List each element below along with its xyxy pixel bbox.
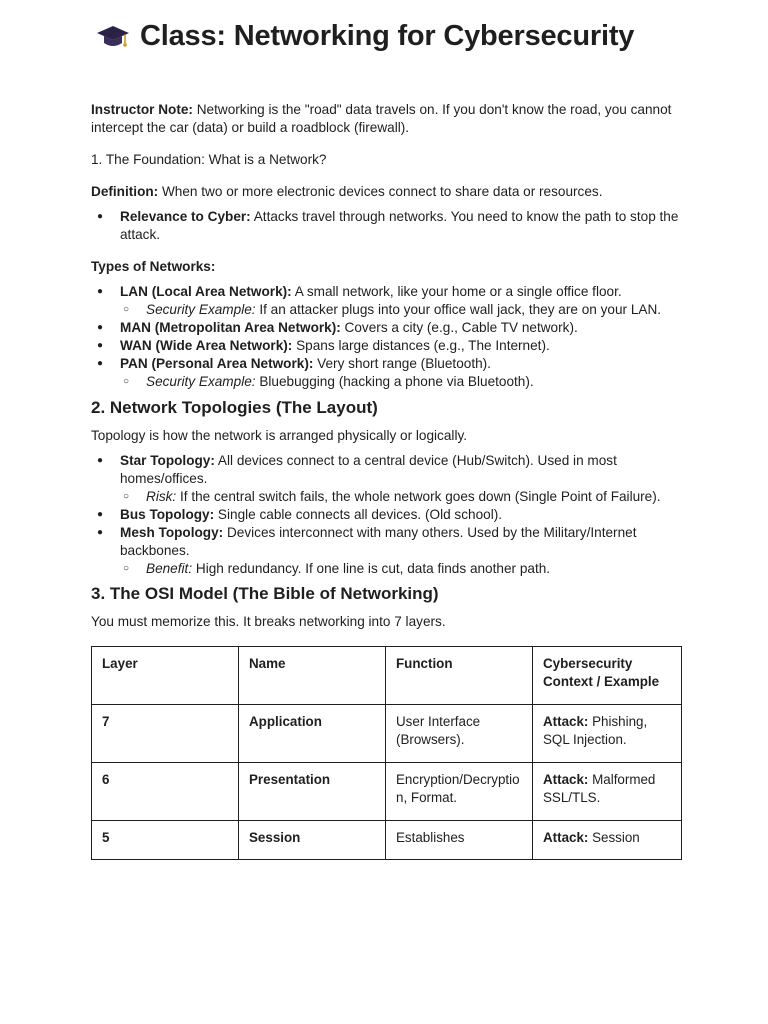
page-title-text: Class: Networking for Cybersecurity (140, 20, 635, 52)
relevance-text: Attacks travel through networks. You need to know the path to stop the attack. (120, 209, 679, 242)
foundation-heading: 1. The Foundation: What is a Network? (91, 152, 327, 167)
definition (91, 183, 681, 201)
table-cell: Presentation (239, 763, 386, 821)
list-item: ● WAN (Wide Area Network): Spans large distances (e.g., The Internet). (91, 337, 681, 355)
list-item: ● PAN (Personal Area Network): Very short range (Bluetooth). ○ Security Example: Bluebugging (hacking a phone via Bluetooth). (91, 355, 681, 391)
osi-table (91, 646, 682, 860)
osi-intro: You must memorize this. It breaks networking into 7 layers. (91, 614, 446, 629)
topologies-list (91, 452, 681, 578)
definition-label: Definition: (91, 184, 159, 199)
list-item: ○ Security Example: Bluebugging (hacking a phone via Bluetooth). (120, 373, 681, 391)
list-item: ● Star Topology: All devices connect to a central device (Hub/Switch). Used in most homes/offices. ○ Risk: If the central switch fails, the whole network goes down (Single Point of Failure). (91, 452, 681, 506)
network-types-list (91, 283, 681, 391)
table-cell: 6 (92, 763, 239, 821)
table-cell: Attack: Malformed SSL/TLS. (533, 763, 682, 821)
list-item: ● Mesh Topology: Devices interconnect with many others. Used by the Military/Internet backbones. ○ Benefit: High redundancy. If one line is cut, data finds another path. (91, 524, 681, 578)
table-cell: Attack: Phishing, SQL Injection. (533, 705, 682, 763)
topologies-intro: Topology is how the network is arranged physically or logically. (91, 428, 468, 443)
osi-heading: 3. The OSI Model (The Bible of Networking) (91, 584, 439, 603)
types-heading: Types of Networks: (91, 259, 216, 274)
list-item (91, 208, 681, 244)
table-header-row (92, 647, 682, 705)
relevance-label: Relevance to Cyber: (120, 209, 251, 224)
table-cell: 5 (92, 821, 239, 860)
relevance-list (91, 208, 681, 244)
instructor-note-text: Networking is the "road" data travels on. If you don't know the road, you cannot intercept the car (data) or build a roadblock (firewall). (91, 102, 672, 135)
definition-text: When two or more electronic devices connect to share data or resources. (158, 184, 603, 199)
list-item: ○ Security Example: If an attacker plugs into your office wall jack, they are on your LAN. (120, 301, 681, 319)
table-row (92, 763, 682, 821)
list-item: ● LAN (Local Area Network): A small network, like your home or a single office floor. ○ Security Example: If an attacker plugs into your office wall jack, they are on your LAN. (91, 283, 681, 319)
table-header-cell: Function (386, 647, 533, 705)
table-row (92, 821, 682, 860)
list-item: ● Bus Topology: Single cable connects all devices. (Old school). (91, 506, 681, 524)
instructor-note-label: Instructor Note: (91, 102, 193, 117)
table-header-cell: Cybersecurity Context / Example (533, 647, 682, 705)
page-title (96, 20, 634, 53)
table-header-cell: Layer (92, 647, 239, 705)
list-item: ○ Benefit: High redundancy. If one line is cut, data finds another path. (120, 560, 681, 578)
topologies-heading: 2. Network Topologies (The Layout) (91, 398, 378, 417)
instructor-note (91, 101, 681, 137)
table-cell: Establishes (386, 821, 533, 860)
table-cell: Session (239, 821, 386, 860)
table-row (92, 705, 682, 763)
table-cell: 7 (92, 705, 239, 763)
table-cell: User Interface (Browsers). (386, 705, 533, 763)
table-cell: Attack: Session (533, 821, 682, 860)
table-cell: Application (239, 705, 386, 763)
table-cell: Encryption/Decryption, Format. (386, 763, 533, 821)
list-item: ● MAN (Metropolitan Area Network): Covers a city (e.g., Cable TV network). (91, 319, 681, 337)
list-item: ○ Risk: If the central switch fails, the whole network goes down (Single Point of Failure). (120, 488, 681, 506)
table-header-cell: Name (239, 647, 386, 705)
graduation-cap-icon (96, 22, 130, 52)
